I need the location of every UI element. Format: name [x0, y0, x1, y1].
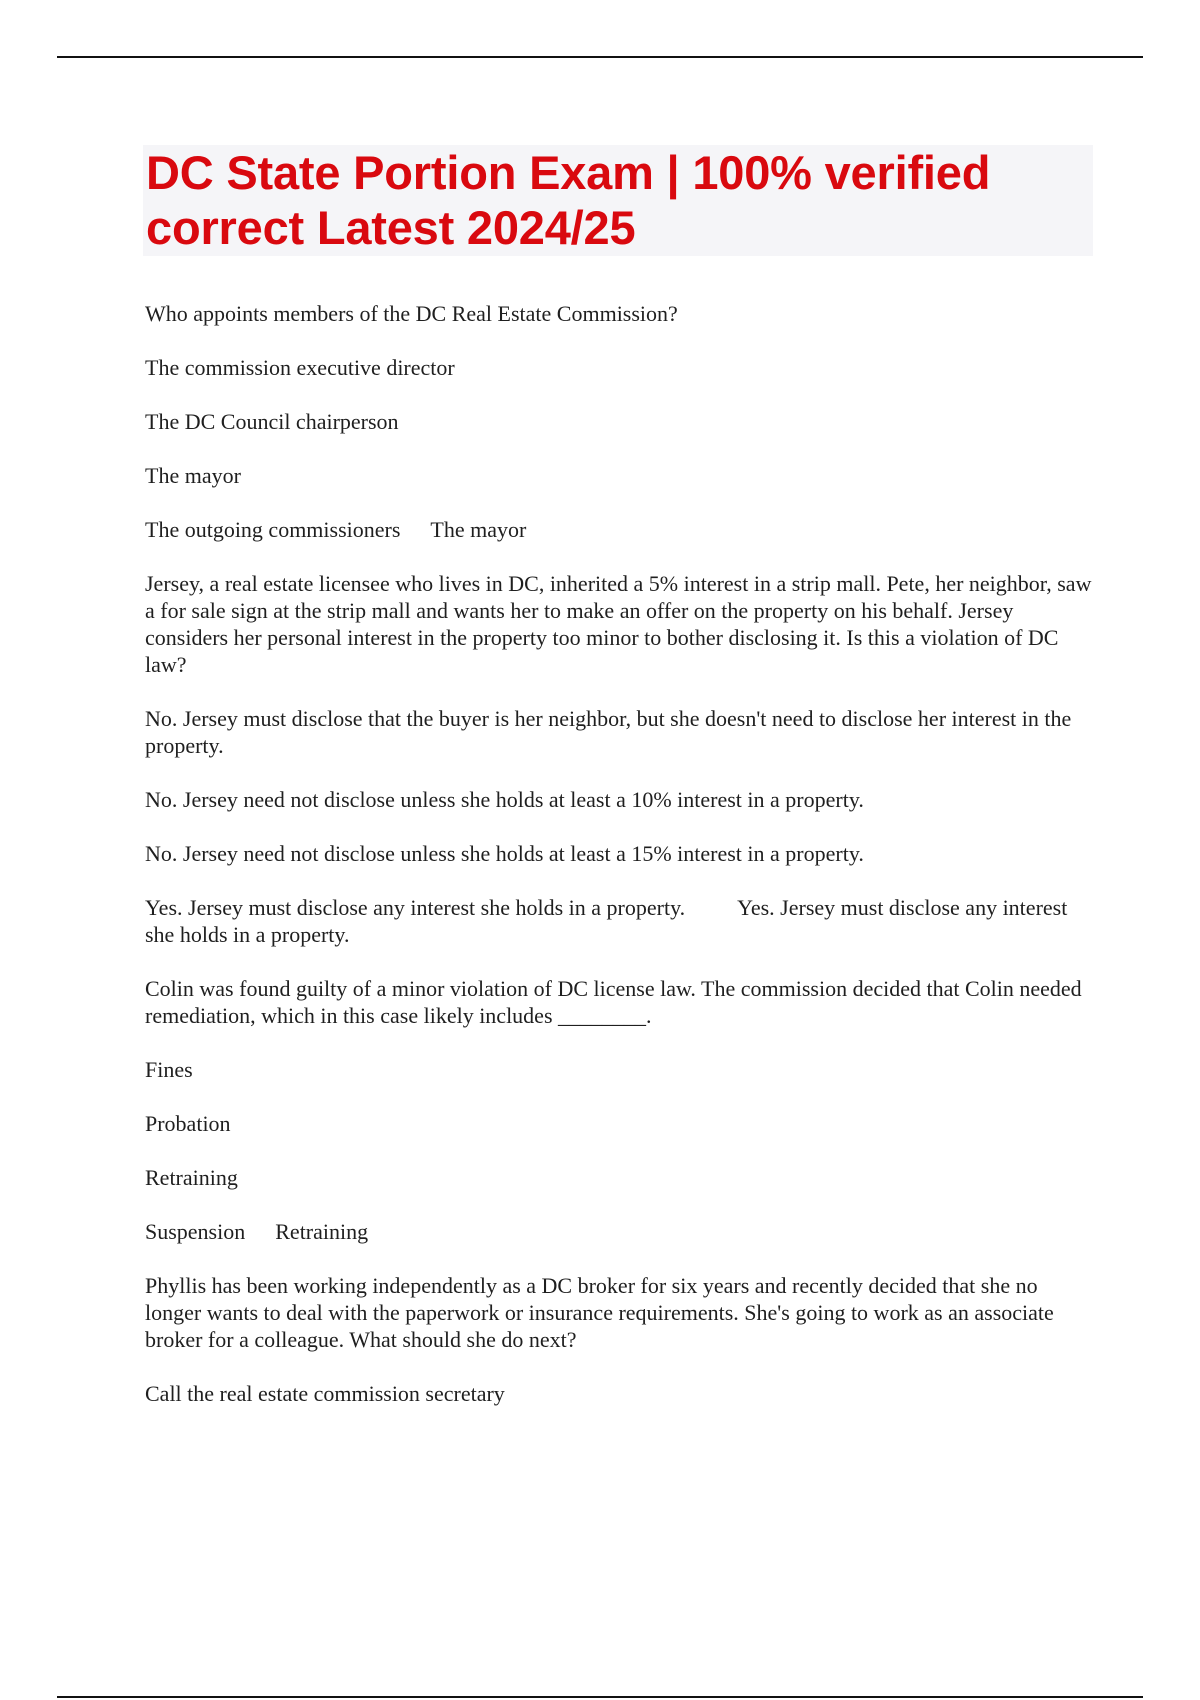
document-title: DC State Portion Exam | 100% verified correct Latest 2024/25	[146, 146, 991, 254]
document-body	[145, 300, 1095, 1434]
correct-answer: The mayor	[430, 517, 527, 542]
answer-option: No. Jersey need not disclose unless she holds at least a 10% interest in a property.	[145, 787, 864, 812]
footer-rule	[57, 1696, 1143, 1698]
answer-option: The outgoing commissioners	[145, 517, 401, 542]
answer-option: Probation	[145, 1111, 231, 1136]
question-text: Phyllis has been working independently as a DC broker for six years and recently decided that she no longer wants to deal with the paperwork or insurance requirements. She's going to work as an associate broker for a colleague. What should she do next?	[145, 1273, 1054, 1352]
question-text: Who appoints members of the DC Real Estate Commission?	[145, 301, 678, 326]
answer-option: No. Jersey must disclose that the buyer is her neighbor, but she doesn't need to disclose her interest in the property.	[145, 706, 1072, 758]
correct-answer: Retraining	[275, 1219, 369, 1244]
answer-option: Yes. Jersey must disclose any interest she holds in a property.	[145, 895, 686, 920]
header-rule	[57, 56, 1143, 58]
answer-option: Fines	[145, 1057, 193, 1082]
answer-option-with-answer	[145, 516, 1095, 543]
answer-option: The commission executive director	[145, 355, 455, 380]
answer-option: Suspension	[145, 1219, 246, 1244]
question-text: Jersey, a real estate licensee who lives in DC, inherited a 5% interest in a strip mall. Pete, her neighbor, saw a for sale sign at the strip mall and wants her to make an offer on the property on his behalf. Jersey considers her personal interest in the property too minor to bother disclosing it. Is this a violation of DC law?	[145, 571, 1092, 677]
answer-option-with-answer	[145, 894, 1095, 948]
answer-option: No. Jersey need not disclose unless she holds at least a 15% interest in a property.	[145, 841, 864, 866]
answer-option: The DC Council chairperson	[145, 409, 399, 434]
answer-option-with-answer	[145, 1218, 1095, 1245]
answer-option: The mayor	[145, 463, 241, 488]
question-text: Colin was found guilty of a minor violation of DC license law. The commission decided that Colin needed remediation, which in this case likely includes ________.	[145, 976, 1082, 1028]
answer-option: Call the real estate commission secretary	[145, 1381, 505, 1406]
answer-option: Retraining	[145, 1165, 238, 1190]
correct-answer: Yes. Jersey must disclose any interest she holds in a property.	[145, 895, 1068, 947]
title-banner	[143, 145, 1093, 256]
